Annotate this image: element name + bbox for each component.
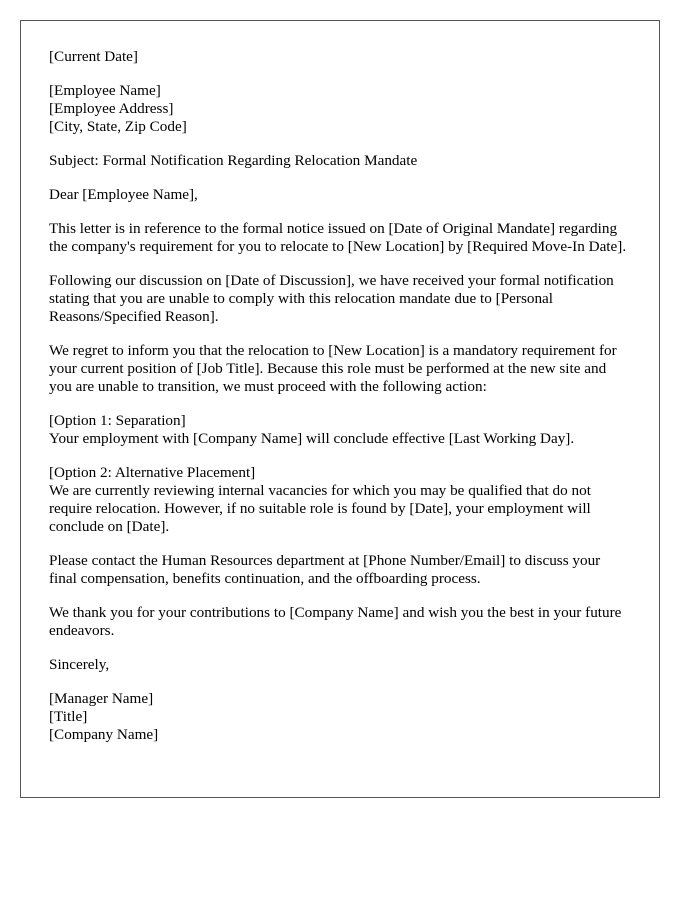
paragraph-original-notice: This letter is in reference to the formal notice issued on [Date of Original Mandate] regarding the company's requirement for you to relocate to [New Location] by [Required Move-In Date]. [49, 220, 627, 255]
date-text: [Current Date] [49, 48, 138, 65]
option-separation-heading: [Option 1: Separation] [49, 412, 186, 429]
letter-subject: Subject: Formal Notification Regarding Relocation Mandate [49, 152, 418, 169]
option-alternative-placement [49, 464, 631, 536]
recipient-city-state-zip: [City, State, Zip Code] [49, 118, 187, 135]
paragraph-mandatory-requirement: We regret to inform you that the relocation to [New Location] is a mandatory requirement for your current position of [Job Title]. Because this role must be performed at the new site and you are unable to transition, we must proceed with the following action: [49, 342, 617, 395]
option-alternative-text: We are currently reviewing internal vacancies for which you may be qualified that do not require relocation. However, if no suitable role is found by [Date], your employment will conclude on [Date]. [49, 482, 591, 535]
letter-page [20, 20, 660, 798]
signature-title: [Title] [49, 708, 88, 725]
recipient-address-block [49, 82, 631, 136]
recipient-name: [Employee Name] [49, 82, 161, 99]
letter-closing: Sincerely, [49, 656, 110, 673]
recipient-address: [Employee Address] [49, 100, 174, 117]
signature-manager-name: [Manager Name] [49, 690, 154, 707]
option-separation [49, 412, 631, 448]
paragraph-thanks: We thank you for your contributions to [Company Name] and wish you the best in your future endeavors. [49, 604, 622, 639]
option-alternative-heading: [Option 2: Alternative Placement] [49, 464, 256, 481]
signature-company: [Company Name] [49, 726, 159, 743]
paragraph-hr-contact: Please contact the Human Resources department at [Phone Number/Email] to discuss your final compensation, benefits continuation, and the offboarding process. [49, 552, 601, 587]
letter-salutation: Dear [Employee Name], [49, 186, 198, 203]
letter-date [49, 48, 631, 66]
paragraph-discussion: Following our discussion on [Date of Discussion], we have received your formal notification stating that you are unable to comply with this relocation mandate due to [Personal Reasons/Specified Reason]. [49, 272, 614, 325]
option-separation-text: Your employment with [Company Name] will conclude effective [Last Working Day]. [49, 430, 575, 447]
signature-block [49, 690, 631, 744]
